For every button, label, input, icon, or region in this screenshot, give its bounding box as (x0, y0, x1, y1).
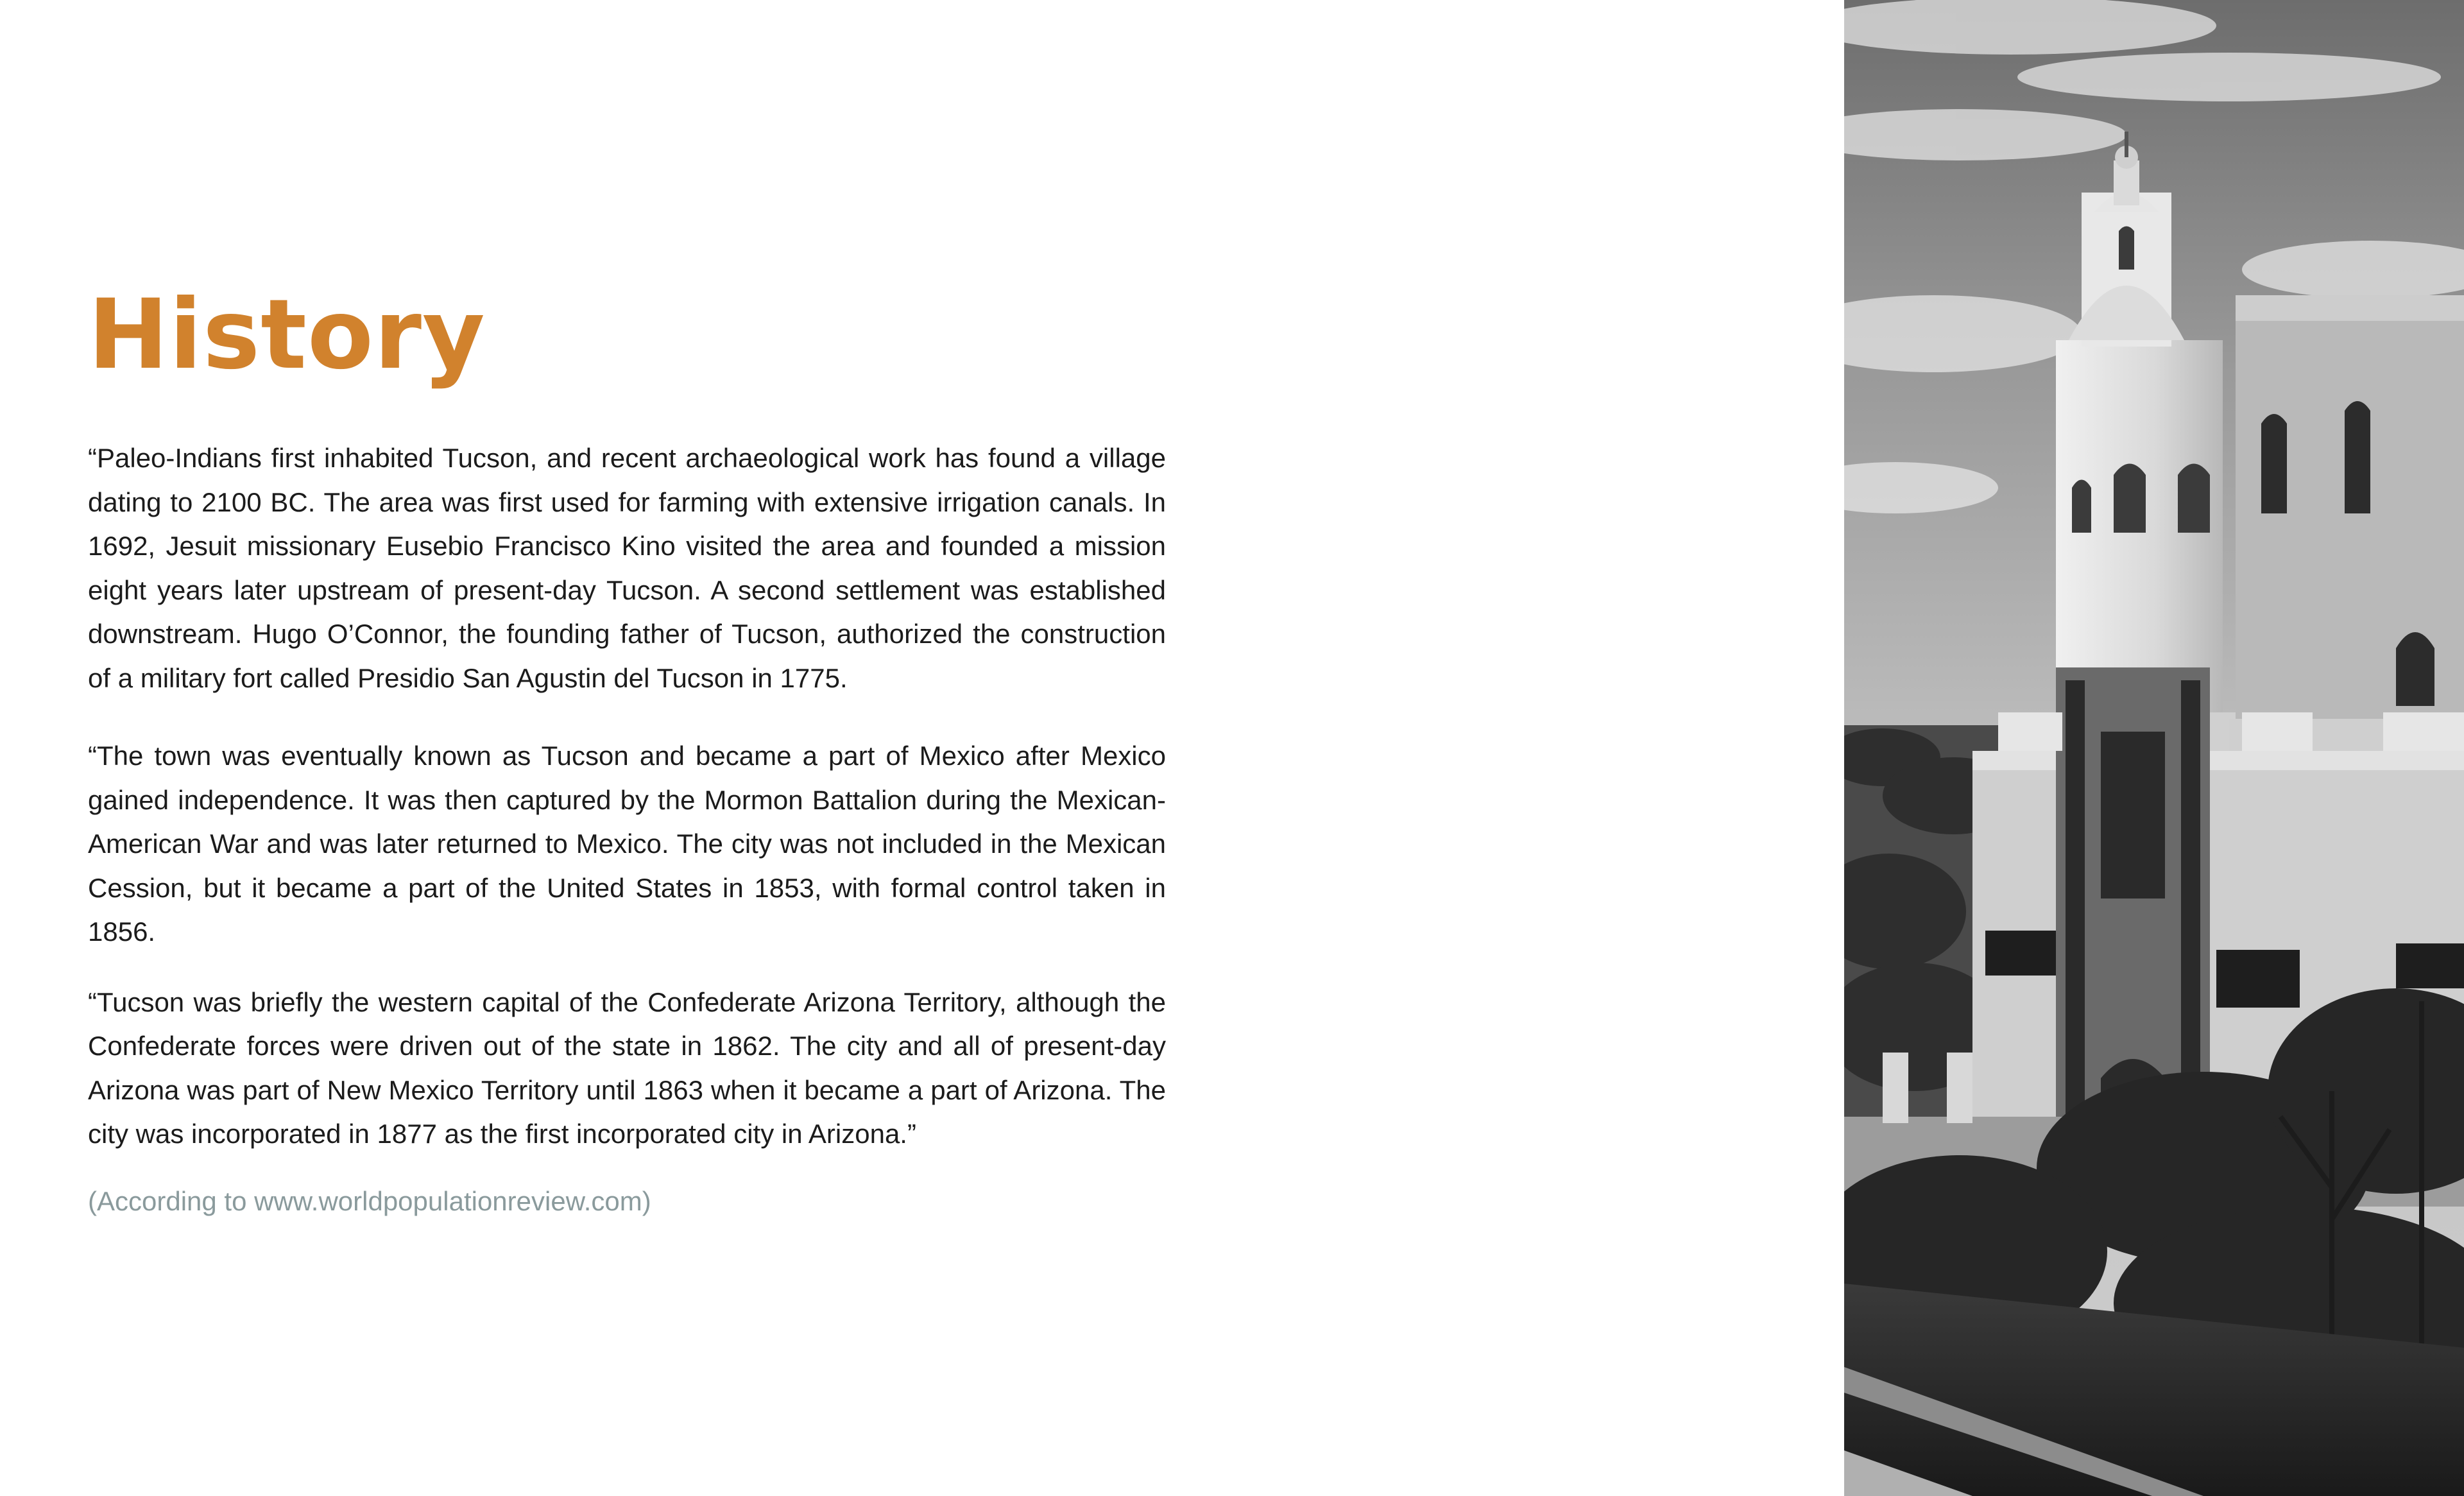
history-text (88, 436, 1166, 1223)
church-illustration (1844, 0, 2464, 1496)
history-paragraph-3: “Tucson was briefly the western capital of the Confederate Arizona Territory, although the Confederate forces were driven out of the state in 1862. The city and all of present-day Arizona was part of New Mexico Territory until 1863 when it became a part of Arizona. The city was incorporated in 1877 as the first incorporated city in Arizona.” (88, 986, 1166, 1149)
source-citation: (According to www.worldpopulationreview.com) (88, 1185, 651, 1216)
history-paragraph-2: “The town was eventually known as Tucson and became a part of Mexico after Mexico gained independence. It was then captured by the Mormon Battalion during the Mexican-American War and was later returned to Mexico. The city was not included in the Mexican Cession, but it became a part of the United States in 1853, with formal control taken in 1856. (88, 741, 1166, 947)
page-title: History (88, 279, 486, 391)
history-paragraph-1: “Paleo-Indians first inhabited Tucson, and recent archaeological work has found a village dating to 2100 BC. The area was first used for farming with extensive irrigation canals. In 1692, Jesuit missionary Eusebio Francisco Kino visited the area and founded a mission eight years later upstream of present-day Tucson. A second settlement was established downstream. Hugo O’Connor, the founding father of Tucson, authorized the construction of a military fort called Presidio San Agustin del Tucson in 1775. (88, 443, 1166, 693)
mission-church-photo (1844, 0, 2464, 1496)
